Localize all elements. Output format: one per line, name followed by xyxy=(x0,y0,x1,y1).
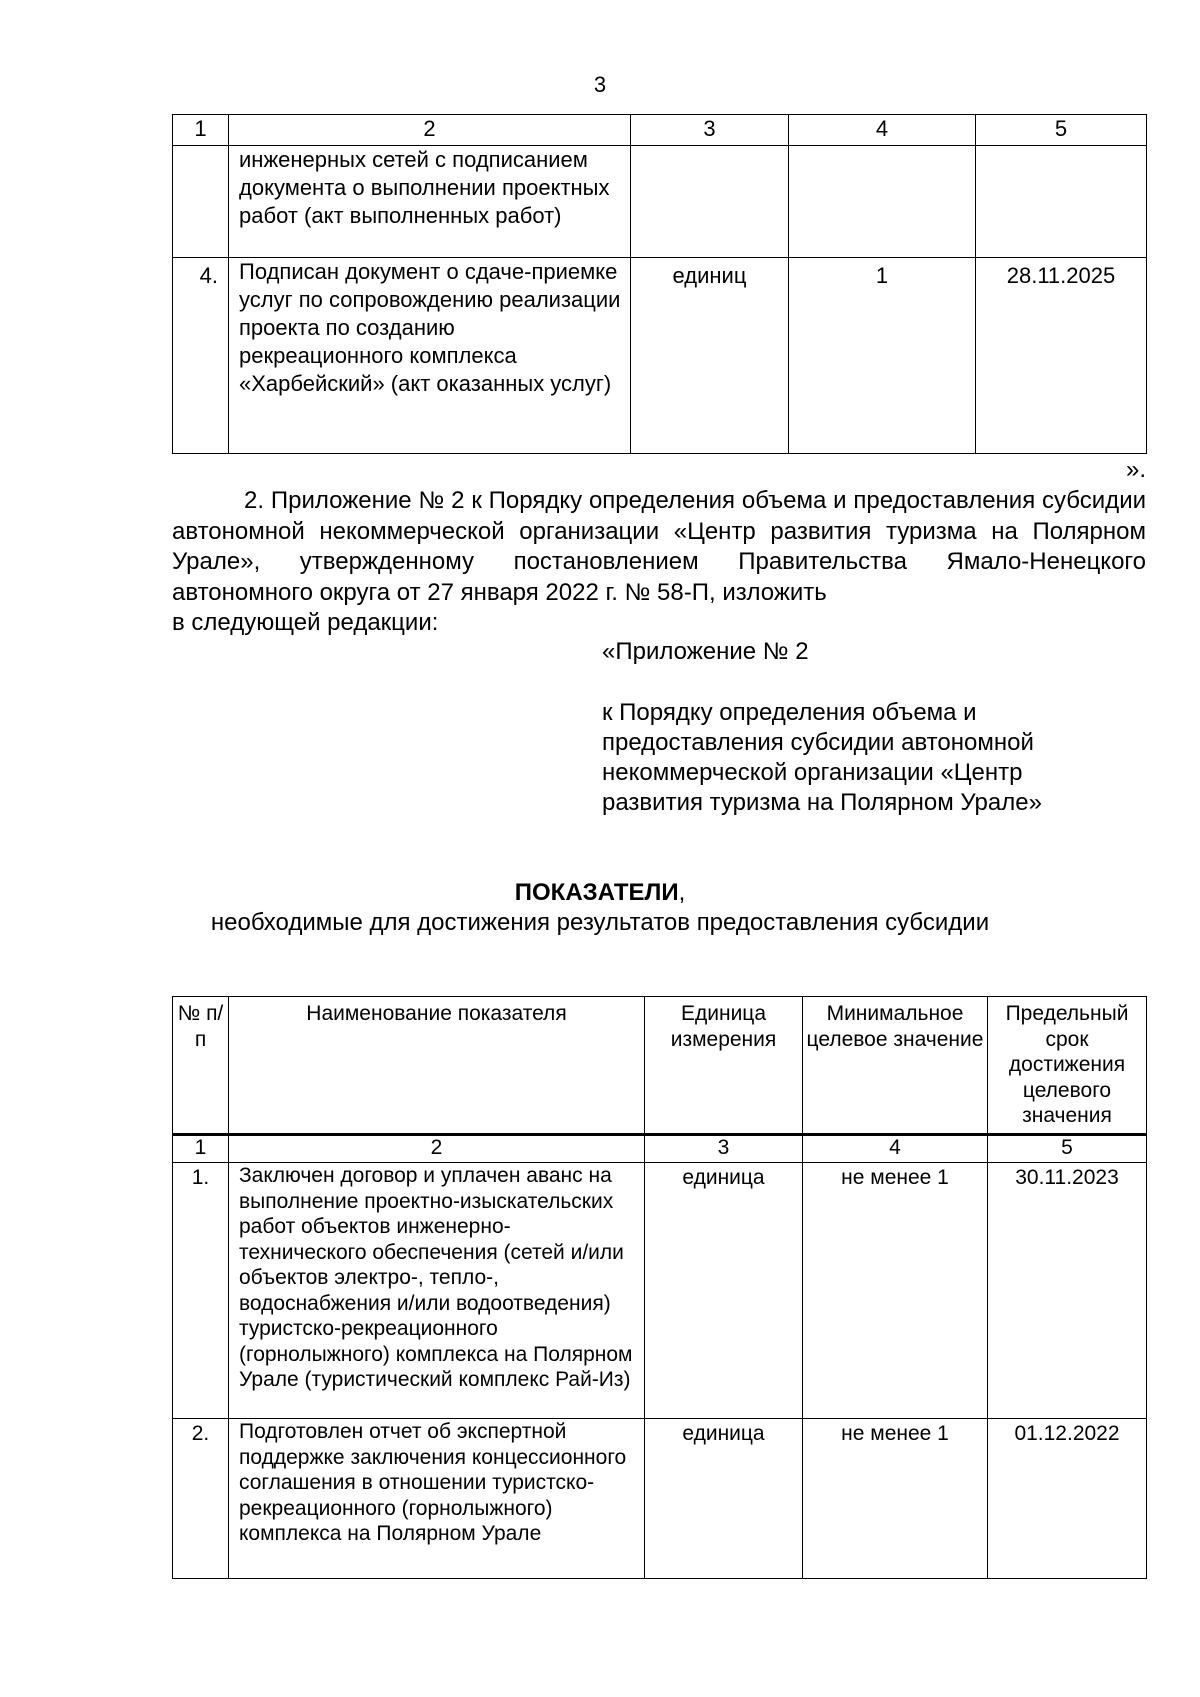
section-subtitle: необходимые для достижения результатов предоставления субсидии xyxy=(210,909,990,936)
table-row xyxy=(173,258,1147,454)
column-header: Предельный срок достижения целевого значения xyxy=(988,997,1147,1135)
row-number xyxy=(173,146,229,258)
column-number: 1 xyxy=(173,115,229,146)
target-value: 1 xyxy=(789,258,976,454)
target-value xyxy=(789,146,976,258)
target-value: не менее 1 xyxy=(803,1163,988,1419)
deadline: 28.11.2025 xyxy=(976,258,1147,454)
unit: единица xyxy=(645,1419,803,1579)
column-number: 3 xyxy=(645,1135,803,1163)
section-title xyxy=(0,878,1200,908)
column-numbers-row xyxy=(173,115,1147,146)
column-number: 4 xyxy=(803,1135,988,1163)
column-number: 5 xyxy=(988,1135,1147,1163)
paragraph-last-line: в следующей редакции: xyxy=(172,609,439,636)
amendment-paragraph xyxy=(172,486,1146,639)
column-header: Единица измерения xyxy=(645,997,803,1135)
deadline: 01.12.2022 xyxy=(988,1419,1147,1579)
deadline xyxy=(976,146,1147,258)
indicators-table-continued xyxy=(172,114,1147,454)
column-numbers-row xyxy=(173,1135,1147,1163)
unit: единиц xyxy=(631,258,789,454)
column-number: 2 xyxy=(229,1135,645,1163)
row-number: 1. xyxy=(173,1163,229,1419)
row-number: 4. xyxy=(173,258,229,454)
section-title-suffix: , xyxy=(678,879,686,906)
deadline: 30.11.2023 xyxy=(988,1163,1147,1419)
indicator-name: Заключен договор и уплачен аванс на выполнение проектно-изыскательских работ объектов инженерно-технического обеспечения (сетей и/или объектов электро-, тепло-, водоснабжения и/или водоотведения) туристско-рекреационного (горнолыжного) комплекса на Полярном Урале (туристический комплекс Рай-Из) xyxy=(229,1163,645,1419)
column-header: Наименование показателя xyxy=(229,997,645,1135)
indicator-name: Подготовлен отчет об экспертной поддержке заключения концессионного соглашения в отношении туристско-рекреационного (горнолыжного) комплекса на Полярном Урале xyxy=(229,1419,645,1579)
unit: единица xyxy=(645,1163,803,1419)
indicator-name: инженерных сетей с подписанием документа о выполнении проектных работ (акт выполненных работ) xyxy=(229,146,631,258)
unit xyxy=(631,146,789,258)
column-number: 4 xyxy=(789,115,976,146)
page-number: 3 xyxy=(593,72,607,97)
column-number: 5 xyxy=(976,115,1147,146)
appendix-title: «Приложение № 2 xyxy=(602,638,809,665)
column-header: Минимальное целевое значение xyxy=(803,997,988,1135)
closing-quote: ». xyxy=(1125,456,1146,483)
row-number: 2. xyxy=(173,1419,229,1579)
target-value: не менее 1 xyxy=(803,1419,988,1579)
table-row xyxy=(173,1163,1147,1419)
column-header: № п/п xyxy=(173,997,229,1135)
indicators-table xyxy=(172,996,1147,1579)
table-row xyxy=(173,146,1147,258)
section-title-bold: ПОКАЗАТЕЛИ xyxy=(514,879,679,906)
paragraph-text: 2. Приложение № 2 к Порядку определения объема и предоставления субсидии автономной некоммерческой организации «Центр развития туризма на Полярном Урале», утвержденному постановлением Правительства Ямало-Ненецкого автономного округа от 27 января 2022 г. № 58-П, изложить xyxy=(172,487,1146,606)
table-row xyxy=(173,1419,1147,1579)
column-number: 2 xyxy=(229,115,631,146)
indicator-name: Подписан документ о сдаче-приемке услуг по сопровождению реализации проекта по созданию рекреационного комплекса «Харбейский» (акт оказанных услуг) xyxy=(229,258,631,454)
column-number: 3 xyxy=(631,115,789,146)
appendix-reference: к Порядку определения объема и предоставления субсидии автономной некоммерческой организации «Центр развития туризма на Полярном Урале» xyxy=(602,699,1042,816)
column-number: 1 xyxy=(173,1135,229,1163)
header-row xyxy=(173,997,1147,1135)
